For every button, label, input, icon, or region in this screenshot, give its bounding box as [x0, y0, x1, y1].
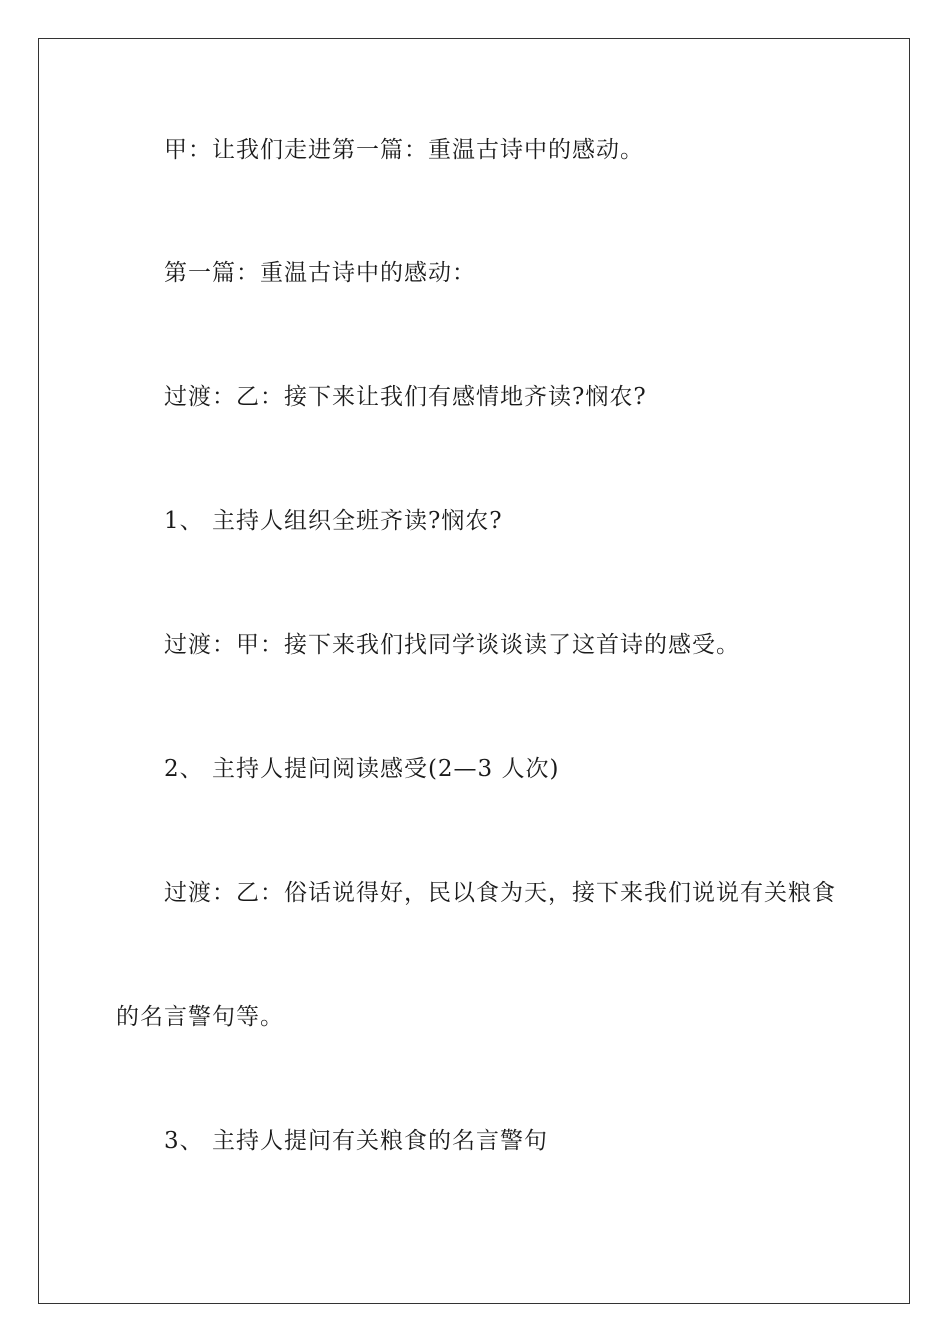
text-line-4: 1、 主持人组织全班齐读?悯农?	[164, 508, 503, 534]
text-line-3: 过渡：乙：接下来让我们有感情地齐读?悯农?	[164, 384, 647, 410]
text-line-9: 3、 主持人提问有关粮食的名言警句	[164, 1128, 548, 1154]
page-frame	[38, 38, 910, 1304]
text-line-7: 过渡：乙：俗话说得好，民以食为天，接下来我们说说有关粮食	[164, 880, 836, 906]
text-line-8: 的名言警句等。	[116, 1004, 284, 1030]
text-line-6: 2、 主持人提问阅读感受(2—3 人次)	[164, 756, 560, 782]
text-line-5: 过渡：甲：接下来我们找同学谈谈读了这首诗的感受。	[164, 632, 740, 658]
text-line-2: 第一篇：重温古诗中的感动：	[164, 260, 476, 286]
text-line-1: 甲：让我们走进第一篇：重温古诗中的感动。	[164, 137, 644, 163]
